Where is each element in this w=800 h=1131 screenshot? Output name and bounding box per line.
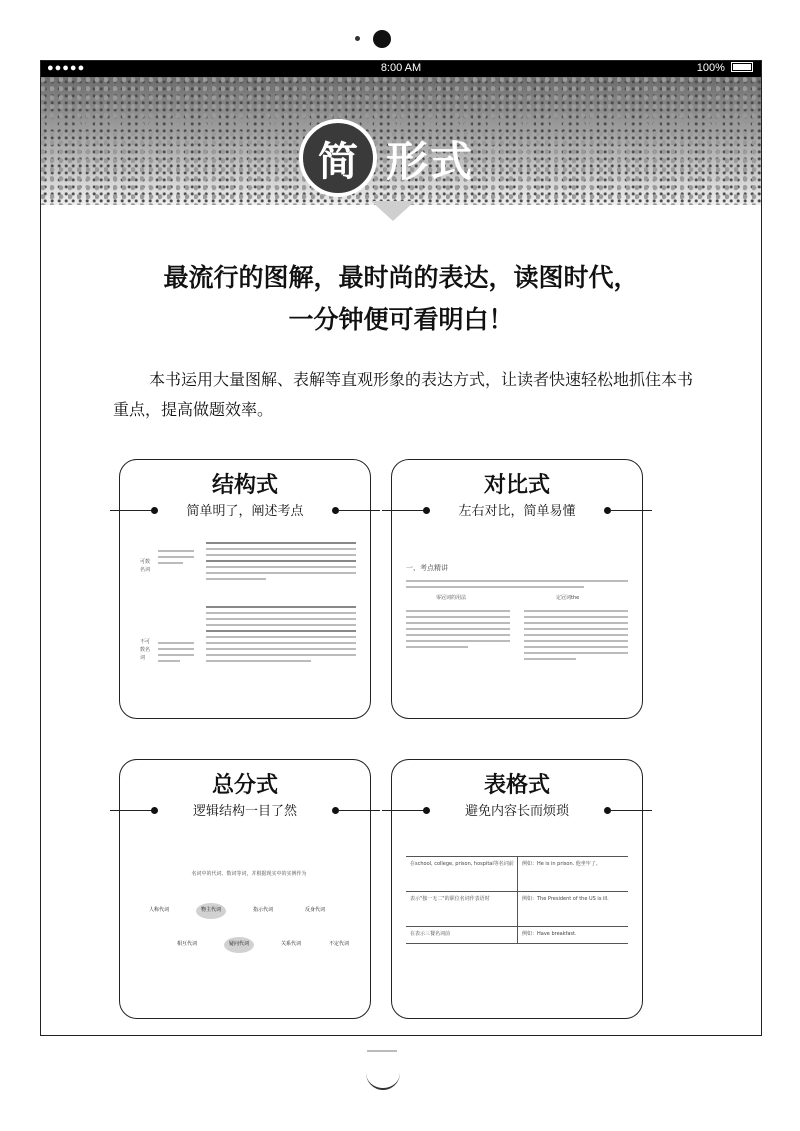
diagram-node: 疑问代词 bbox=[226, 940, 252, 947]
contrast-col-left-title: 零冠词的用法 bbox=[436, 595, 467, 601]
structure-label-uncountable: 不可数名词 bbox=[140, 639, 151, 661]
card-contrast[interactable] bbox=[391, 459, 643, 719]
contrast-left-column bbox=[406, 606, 510, 652]
preview-table bbox=[406, 856, 628, 944]
card-title: 总分式 bbox=[211, 773, 278, 798]
contrast-col-right-title: 定冠词the bbox=[556, 595, 580, 601]
structure-examples bbox=[206, 538, 356, 666]
battery-label: 100% bbox=[696, 62, 725, 74]
card-total-partial[interactable] bbox=[119, 759, 371, 1019]
banner-badge: 简 bbox=[299, 119, 377, 197]
camera-sensor bbox=[355, 36, 360, 41]
signal-indicator: ●●●●● bbox=[47, 62, 86, 74]
diagram-node: 反身代词 bbox=[304, 907, 325, 913]
total-partial-preview bbox=[134, 838, 356, 1006]
tablet-screen bbox=[40, 60, 762, 1036]
structure-label-countable: 可数名词 bbox=[140, 559, 151, 573]
structure-notes bbox=[158, 546, 194, 666]
contrast-intro bbox=[406, 576, 628, 592]
divider-line bbox=[610, 510, 652, 511]
table-preview bbox=[406, 838, 628, 1006]
structure-preview bbox=[134, 538, 356, 706]
table-row: 表示"独一无二"的职位名词作表语时 例如：The President of the US is ill. bbox=[406, 892, 628, 927]
total-heading: 名词中的代词、数词等词，并根据现实中的实例作为 bbox=[191, 871, 307, 877]
diagram-node: 物主代词 bbox=[198, 906, 224, 913]
card-subtitle: 避免内容长而烦琐 bbox=[464, 804, 569, 819]
battery-indicator bbox=[697, 62, 753, 74]
divider-line bbox=[338, 510, 380, 511]
headline-line-2: 一分钟便可看明白！ bbox=[288, 305, 514, 334]
diagram-node: 关系代词 bbox=[280, 941, 301, 947]
banner-title: 形式 bbox=[386, 137, 475, 186]
front-camera bbox=[373, 30, 391, 48]
card-subtitle: 简单明了，阐述考点 bbox=[186, 504, 304, 519]
banner-arrow-notch bbox=[371, 201, 415, 221]
card-subtitle: 左右对比，简单易懂 bbox=[458, 504, 576, 519]
speaker-line bbox=[367, 1050, 397, 1052]
header-banner bbox=[41, 77, 761, 205]
headline-line-1: 最流行的图解，最时尚的表达，读图时代， bbox=[163, 263, 639, 292]
card-title: 结构式 bbox=[211, 473, 278, 498]
headline bbox=[41, 257, 761, 341]
diagram-node: 不定代词 bbox=[328, 941, 349, 947]
divider-line bbox=[610, 810, 652, 811]
card-structure[interactable] bbox=[119, 459, 371, 719]
contrast-preview bbox=[406, 538, 628, 706]
intro-paragraph: 本书运用大量图解、表解等直观形象的表达方式，让读者快速轻松地抓住本书重点，提高做题效率。 bbox=[113, 370, 694, 419]
diagram-node: 指示代词 bbox=[252, 907, 273, 913]
card-subtitle: 逻辑结构一目了然 bbox=[192, 804, 297, 819]
home-button[interactable] bbox=[366, 1060, 400, 1090]
diagram-node: 相互代词 bbox=[176, 941, 197, 947]
status-bar bbox=[41, 61, 761, 77]
card-table[interactable] bbox=[391, 759, 643, 1019]
diagram-node: 人称代词 bbox=[148, 907, 169, 913]
status-time: 8:00 AM bbox=[380, 62, 422, 74]
card-title: 表格式 bbox=[483, 773, 550, 798]
contrast-right-column bbox=[524, 606, 628, 664]
battery-icon bbox=[731, 62, 753, 72]
contrast-heading: 一、考点精讲 bbox=[406, 564, 448, 572]
card-title: 对比式 bbox=[483, 473, 550, 498]
divider-line bbox=[338, 810, 380, 811]
table-row: 在school, college, prison, hospital等名词前 例如：He is in prison. 他坐牢了。 bbox=[406, 857, 628, 892]
table-row: 在表示三餐名词前 例如：Have breakfast. bbox=[406, 927, 628, 944]
